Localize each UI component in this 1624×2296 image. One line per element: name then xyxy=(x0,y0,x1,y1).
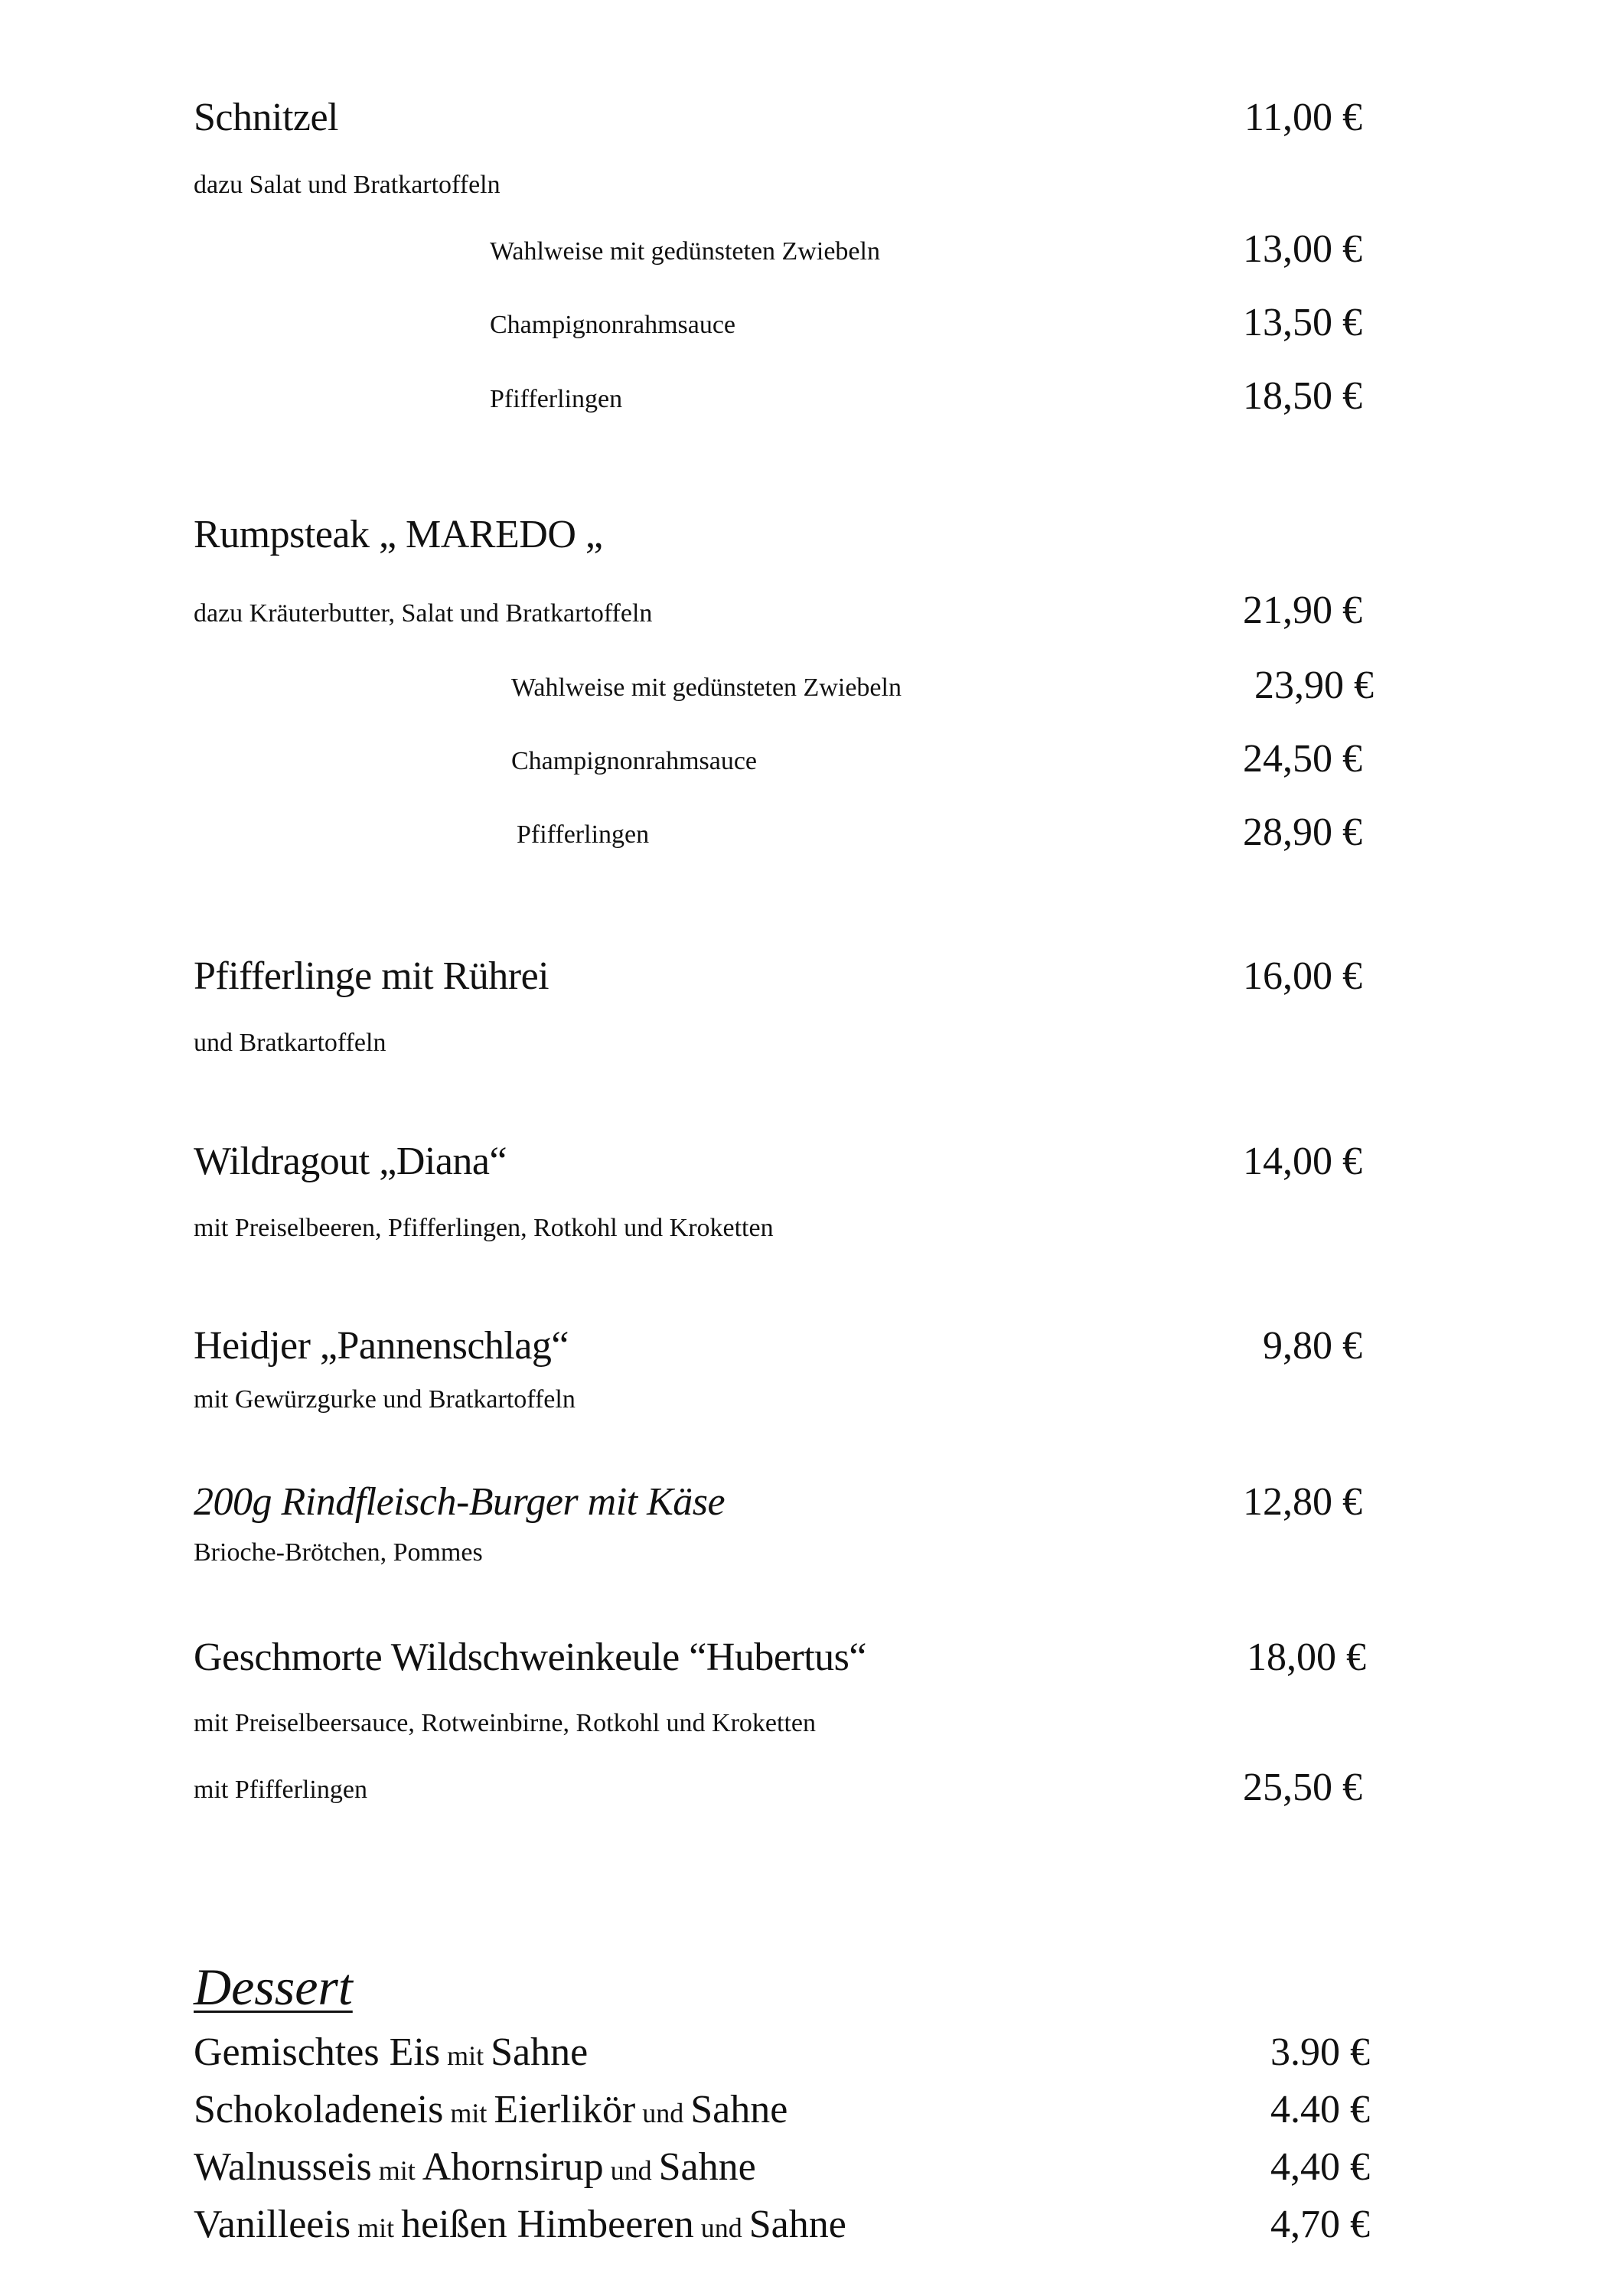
option-label: Wahlweise mit gedünsteten Zwiebeln xyxy=(511,673,902,702)
dish-name-wildragout: Wildragout „Diana“ xyxy=(194,1140,507,1183)
option-price: 28,90 € xyxy=(1243,810,1362,854)
desc-pfifferlinge: und Bratkartoffeln xyxy=(194,1029,386,1057)
dessert-connector: und xyxy=(693,2213,749,2243)
desc-rumpsteak: dazu Kräuterbutter, Salat und Bratkartoffeln xyxy=(194,599,653,628)
desc-heidjer: mit Gewürzgurke und Bratkartoffeln xyxy=(194,1385,576,1414)
option-price: 13,00 € xyxy=(1243,227,1362,271)
desc-schnitzel: dazu Salat und Bratkartoffeln xyxy=(194,171,501,199)
dessert-part: heißen Himbeeren xyxy=(401,2203,694,2246)
dessert-connector: mit xyxy=(440,2040,491,2071)
desc-wildschwein: mit Preiselbeersauce, Rotweinbirne, Rotkohl und Kroketten xyxy=(194,1709,816,1737)
dessert-price: 4,70 € xyxy=(1270,2203,1370,2246)
dessert-price: 4.40 € xyxy=(1270,2088,1370,2131)
desc-burger: Brioche-Brötchen, Pommes xyxy=(194,1538,483,1567)
dish-name-wildschwein: Geschmorte Wildschweinkeule “Hubertus“ xyxy=(194,1636,866,1679)
dish-name-burger: 200g Rindfleisch-Burger mit Käse xyxy=(194,1480,726,1524)
dessert-part: Walnusseis xyxy=(194,2145,372,2189)
option-label: mit Pfifferlingen xyxy=(194,1776,367,1804)
option-label: Champignonrahmsauce xyxy=(511,747,758,775)
dessert-item xyxy=(194,2205,846,2245)
option-label: Champignonrahmsauce xyxy=(490,311,736,339)
dessert-item xyxy=(194,2030,589,2074)
option-price: 25,50 € xyxy=(1243,1766,1362,1809)
dessert-part: Vanilleeis xyxy=(194,2203,351,2246)
dessert-part: Eierlikör xyxy=(494,2088,636,2131)
dessert-item xyxy=(194,2145,756,2189)
dessert-part: Sahne xyxy=(690,2088,788,2131)
dish-name-schnitzel: Schnitzel xyxy=(194,96,339,139)
price-heidjer: 9,80 € xyxy=(1263,1324,1362,1368)
dish-name-heidjer: Heidjer „Pannenschlag“ xyxy=(194,1324,569,1368)
option-label: Pfifferlingen xyxy=(517,820,650,849)
option-price: 13,50 € xyxy=(1243,301,1362,344)
dish-name-rumpsteak: Rumpsteak „ MAREDO „ xyxy=(194,513,603,556)
price-burger: 12,80 € xyxy=(1243,1480,1362,1524)
option-label: Pfifferlingen xyxy=(490,385,623,413)
dessert-part: Sahne xyxy=(491,2030,589,2074)
dessert-item xyxy=(194,2090,788,2130)
price-rumpsteak: 21,90 € xyxy=(1243,589,1362,632)
option-price: 24,50 € xyxy=(1243,737,1362,781)
price-pfifferlinge: 16,00 € xyxy=(1243,954,1362,998)
dessert-connector: mit xyxy=(443,2098,494,2128)
dessert-connector: und xyxy=(603,2155,659,2186)
dessert-part: Ahornsirup xyxy=(422,2145,604,2189)
dish-name-pfifferlinge: Pfifferlinge mit Rührei xyxy=(194,954,549,998)
desc-wildragout: mit Preiselbeeren, Pfifferlingen, Rotkohl und Kroketten xyxy=(194,1214,774,1242)
dessert-part: Sahne xyxy=(658,2145,756,2189)
dessert-price: 4,40 € xyxy=(1270,2145,1370,2189)
dessert-price: 3.90 € xyxy=(1270,2030,1370,2074)
section-heading-dessert: Dessert xyxy=(194,1958,353,2016)
dessert-part: Schokoladeneis xyxy=(194,2088,444,2131)
option-price: 18,50 € xyxy=(1243,374,1362,418)
price-wildragout: 14,00 € xyxy=(1243,1140,1362,1183)
dessert-connector: mit xyxy=(371,2155,422,2186)
option-label: Wahlweise mit gedünsteten Zwiebeln xyxy=(490,237,880,266)
dessert-connector: und xyxy=(635,2098,691,2128)
price-schnitzel: 11,00 € xyxy=(1244,96,1362,139)
dessert-part: Gemischtes Eis xyxy=(194,2030,441,2074)
dessert-connector: mit xyxy=(351,2213,402,2243)
dessert-part: Sahne xyxy=(748,2203,846,2246)
price-wildschwein: 18,00 € xyxy=(1247,1636,1366,1679)
option-price: 23,90 € xyxy=(1254,664,1374,707)
